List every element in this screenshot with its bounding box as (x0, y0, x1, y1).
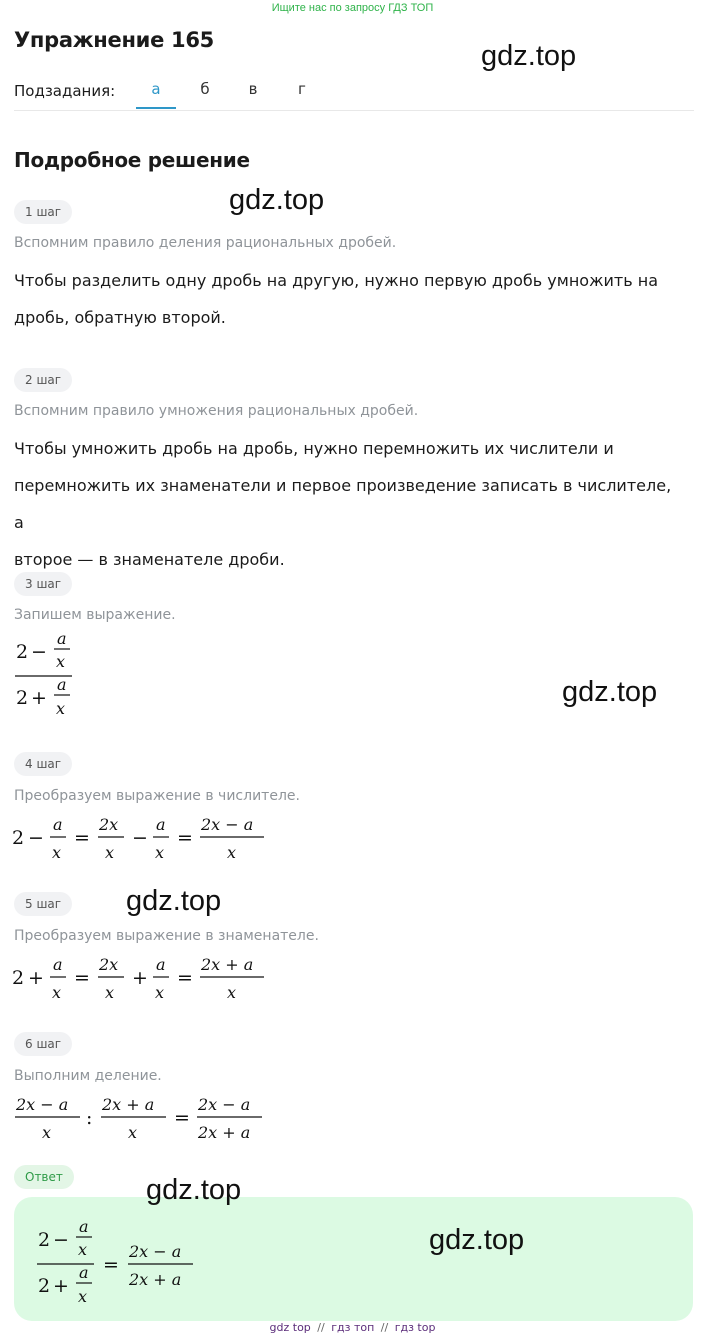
answer-badge: Ответ (14, 1165, 74, 1189)
math-division (10, 1088, 290, 1148)
svg-text:−: − (53, 1229, 69, 1251)
svg-text:−: − (31, 641, 47, 663)
svg-text:x: x (227, 983, 237, 1002)
svg-text:+: + (28, 967, 44, 989)
svg-text:2: 2 (16, 641, 29, 663)
svg-text:2: 2 (38, 1275, 51, 1297)
footer-separator: // (380, 1321, 389, 1334)
svg-text:a: a (53, 815, 63, 834)
svg-text:2x + a: 2x + a (102, 1095, 155, 1114)
svg-text:2x: 2x (99, 815, 119, 834)
step-hint: Вспомним правило умножения рациональных дробей. (14, 403, 419, 419)
step-badge: 2 шаг (14, 368, 72, 392)
svg-text:x: x (227, 843, 237, 862)
step-hint: Вспомним правило деления рациональных дробей. (14, 235, 397, 251)
tab-subtask-v[interactable]: в (248, 80, 258, 98)
top-search-link[interactable]: Ищите нас по запросу ГДЗ ТОП (271, 2, 434, 14)
math-denominator-transform (10, 948, 280, 1008)
svg-text:=: = (177, 967, 193, 989)
svg-text:+: + (132, 967, 148, 989)
svg-text:a: a (156, 815, 166, 834)
math-answer (32, 1213, 212, 1313)
svg-text:2: 2 (12, 967, 25, 989)
svg-text:2: 2 (38, 1229, 51, 1251)
svg-text:+: + (53, 1275, 69, 1297)
step-text: Чтобы умножить дробь на дробь, нужно перемножить их числители и перемножить их знаменатели и первое произведение записать в числителе, а второе — в знаменателе дроби. (14, 439, 672, 569)
svg-text:−: − (132, 827, 148, 849)
svg-text:a: a (79, 1263, 89, 1282)
section-title: Подробное решение (14, 148, 250, 172)
svg-text:=: = (174, 1107, 190, 1129)
svg-text:x: x (155, 983, 165, 1002)
watermark: gdz.top (429, 1224, 525, 1256)
tab-subtask-a[interactable]: а (151, 80, 161, 98)
svg-text:a: a (57, 629, 67, 648)
step-hint: Преобразуем выражение в знаменателе. (14, 928, 319, 944)
svg-text:=: = (177, 827, 193, 849)
svg-text:+: + (31, 687, 47, 709)
svg-text:x: x (52, 843, 62, 862)
watermark: gdz.top (229, 184, 325, 216)
svg-text::: : (86, 1107, 93, 1129)
subtasks-label: Подзадания: (14, 82, 116, 100)
step-badge: 5 шаг (14, 892, 72, 916)
svg-text:x: x (78, 1287, 88, 1306)
step-badge: 3 шаг (14, 572, 72, 596)
footer-link[interactable]: гдз top (394, 1321, 436, 1334)
footer-link[interactable]: gdz top (269, 1321, 311, 1334)
svg-text:x: x (105, 983, 115, 1002)
svg-text:2x − a: 2x − a (198, 1095, 251, 1114)
step-badge: 4 шаг (14, 752, 72, 776)
active-tab-indicator (136, 107, 176, 109)
svg-text:x: x (128, 1123, 138, 1142)
svg-text:x: x (78, 1240, 88, 1259)
svg-text:−: − (28, 827, 44, 849)
step-hint: Преобразуем выражение в числителе. (14, 788, 300, 804)
watermark: gdz.top (562, 676, 658, 708)
footer-links (0, 1321, 705, 1334)
svg-text:2x − a: 2x − a (201, 815, 254, 834)
svg-text:2: 2 (16, 687, 29, 709)
svg-text:x: x (56, 652, 66, 671)
svg-text:2x − a: 2x − a (129, 1242, 182, 1261)
svg-text:a: a (156, 955, 166, 974)
watermark: gdz.top (126, 885, 222, 917)
footer-link[interactable]: гдз топ (331, 1321, 375, 1334)
svg-text:2x + a: 2x + a (129, 1270, 182, 1289)
svg-text:=: = (103, 1254, 119, 1276)
step-badge: 1 шаг (14, 200, 72, 224)
svg-text:a: a (53, 955, 63, 974)
watermark: gdz.top (481, 40, 577, 72)
svg-text:x: x (105, 843, 115, 862)
svg-text:x: x (52, 983, 62, 1002)
svg-text:x: x (42, 1123, 52, 1142)
tab-subtask-b[interactable]: б (200, 80, 210, 98)
svg-text:=: = (74, 827, 90, 849)
svg-text:2x + a: 2x + a (201, 955, 254, 974)
divider (14, 110, 694, 111)
step-badge: 6 шаг (14, 1032, 72, 1056)
svg-text:a: a (57, 675, 67, 694)
svg-text:2x + a: 2x + a (198, 1123, 251, 1142)
math-expression-complex-fraction (10, 625, 100, 725)
svg-text:2x: 2x (99, 955, 119, 974)
math-numerator-transform (10, 808, 280, 868)
footer-separator: // (317, 1321, 325, 1334)
svg-text:2: 2 (12, 827, 25, 849)
step-hint: Выполним деление. (14, 1068, 162, 1084)
svg-text:=: = (74, 967, 90, 989)
watermark: gdz.top (146, 1174, 242, 1206)
step-hint: Запишем выражение. (14, 607, 176, 623)
tab-subtask-g[interactable]: г (298, 80, 306, 98)
svg-text:x: x (56, 699, 66, 718)
svg-text:a: a (79, 1217, 89, 1236)
exercise-title: Упражнение 165 (14, 28, 214, 52)
svg-text:x: x (155, 843, 165, 862)
svg-text:2x − a: 2x − a (16, 1095, 69, 1114)
step-text: Чтобы разделить одну дробь на другую, нужно первую дробь умножить на дробь, обратную второй. (14, 271, 658, 327)
